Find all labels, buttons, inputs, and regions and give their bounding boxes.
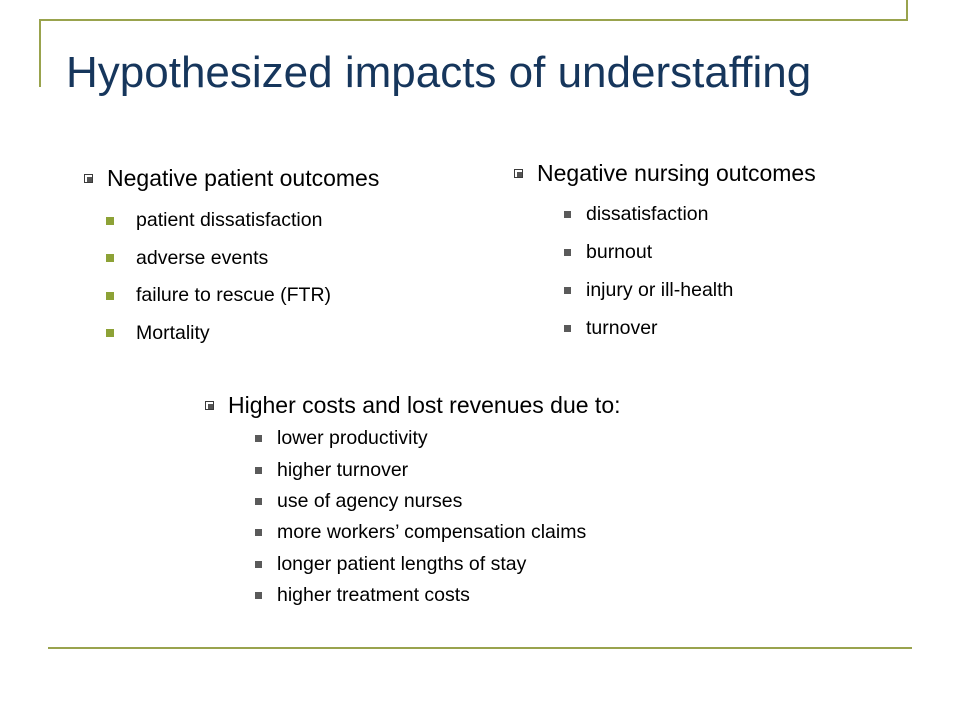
costs-heading: Higher costs and lost revenues due to: bbox=[228, 391, 621, 418]
list-item-text: lower productivity bbox=[277, 427, 428, 450]
list-item-text: turnover bbox=[586, 316, 658, 339]
checkbox-bullet-icon bbox=[84, 174, 93, 183]
list-item-text: failure to rescue (FTR) bbox=[136, 284, 332, 307]
costs-block bbox=[205, 389, 621, 611]
square-bullet-icon bbox=[564, 325, 571, 332]
frame-left-line bbox=[39, 19, 41, 87]
patient-outcomes-block bbox=[84, 162, 379, 352]
frame-bottom-line bbox=[48, 647, 912, 649]
frame-right-line bbox=[906, 0, 908, 21]
list-item bbox=[255, 423, 621, 454]
square-bullet-icon bbox=[255, 435, 262, 442]
square-bullet-icon bbox=[255, 592, 262, 599]
costs-list bbox=[255, 423, 621, 611]
patient-outcomes-heading-row bbox=[84, 162, 379, 194]
square-bullet-icon bbox=[255, 467, 262, 474]
list-item-text: more workers’ compensation claims bbox=[277, 521, 587, 544]
list-item-text: longer patient lengths of stay bbox=[277, 552, 527, 575]
patient-outcomes-list bbox=[106, 202, 379, 352]
list-item bbox=[564, 309, 816, 347]
slide-title: Hypothesized impacts of understaffing bbox=[66, 48, 812, 97]
list-item bbox=[564, 195, 816, 233]
list-item-text: injury or ill-health bbox=[586, 278, 734, 301]
square-bullet-icon bbox=[255, 529, 262, 536]
list-item-text: dissatisfaction bbox=[586, 202, 709, 225]
costs-heading-row bbox=[205, 389, 621, 421]
list-item bbox=[106, 315, 379, 353]
list-item-text: use of agency nurses bbox=[277, 489, 463, 512]
square-bullet-icon bbox=[564, 211, 571, 218]
list-item-text: patient dissatisfaction bbox=[136, 209, 323, 232]
list-item-text: Mortality bbox=[136, 321, 210, 344]
list-item bbox=[106, 202, 379, 240]
list-item-text: higher turnover bbox=[277, 458, 409, 481]
list-item bbox=[255, 549, 621, 580]
square-bullet-icon bbox=[564, 287, 571, 294]
nursing-outcomes-heading-row bbox=[514, 157, 816, 189]
list-item bbox=[255, 517, 621, 548]
nursing-outcomes-block bbox=[514, 157, 816, 347]
square-bullet-icon bbox=[106, 329, 114, 337]
list-item bbox=[564, 233, 816, 271]
frame-top-line bbox=[40, 19, 908, 21]
list-item-text: burnout bbox=[586, 240, 653, 263]
square-bullet-icon bbox=[564, 249, 571, 256]
list-item bbox=[106, 240, 379, 278]
list-item-text: higher treatment costs bbox=[277, 584, 470, 607]
square-bullet-icon bbox=[255, 561, 262, 568]
checkbox-bullet-icon bbox=[514, 169, 523, 178]
list-item bbox=[255, 486, 621, 517]
list-item bbox=[564, 271, 816, 309]
nursing-outcomes-heading: Negative nursing outcomes bbox=[537, 159, 816, 186]
patient-outcomes-heading: Negative patient outcomes bbox=[107, 164, 380, 191]
square-bullet-icon bbox=[106, 292, 114, 300]
checkbox-bullet-icon bbox=[205, 401, 214, 410]
nursing-outcomes-list bbox=[564, 195, 816, 347]
list-item bbox=[106, 277, 379, 315]
list-item-text: adverse events bbox=[136, 246, 269, 269]
square-bullet-icon bbox=[106, 254, 114, 262]
square-bullet-icon bbox=[106, 217, 114, 225]
list-item bbox=[255, 580, 621, 611]
square-bullet-icon bbox=[255, 498, 262, 505]
list-item bbox=[255, 454, 621, 485]
